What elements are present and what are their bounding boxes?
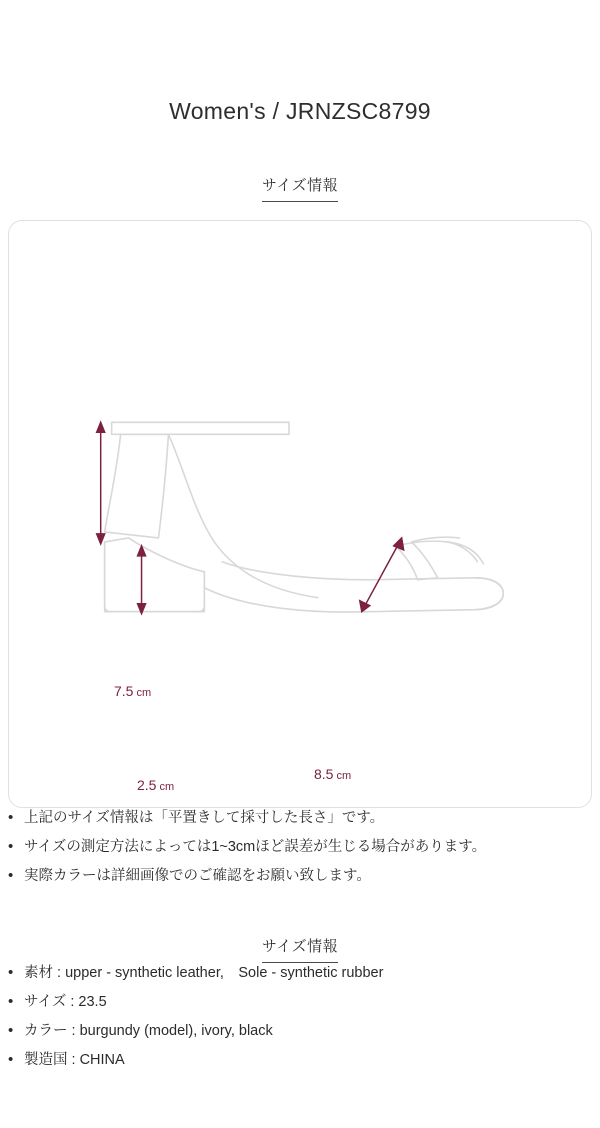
product-detail-list — [0, 963, 600, 1071]
detail-info-heading-wrap — [0, 935, 600, 963]
list-item: • 上記のサイズ情報は「平置きして採寸した長さ」です。 — [0, 808, 600, 829]
measurement-platform-height: 2.5 cm — [137, 776, 175, 793]
shoe-diagram — [9, 221, 591, 807]
list-item: • サイズの測定方法によっては1~3cmほど誤差が生じる場合があります。 — [0, 837, 600, 858]
measurement-notes-list — [0, 808, 600, 887]
list-item: • 実際カラーは詳細画像でのご確認をお願い致します。 — [0, 866, 600, 887]
list-item: • カラー : burgundy (model), ivory, black — [0, 1021, 600, 1042]
measurement-heel-height: 7.5 cm — [114, 682, 152, 699]
measurement-strap-length: 8.5 cm — [314, 765, 352, 782]
size-diagram-card — [8, 220, 592, 808]
size-info-heading: サイズ情報 — [262, 174, 338, 202]
detail-info-heading: サイズ情報 — [262, 935, 338, 963]
size-info-heading-wrap — [0, 174, 600, 202]
list-item: • 素材 : upper - synthetic leather, Sole - synthetic rubber — [0, 963, 600, 984]
list-item: • サイズ : 23.5 — [0, 992, 600, 1013]
list-item: • 製造国 : CHINA — [0, 1050, 600, 1071]
page-title: Women's / JRNZSC8799 — [169, 98, 431, 124]
